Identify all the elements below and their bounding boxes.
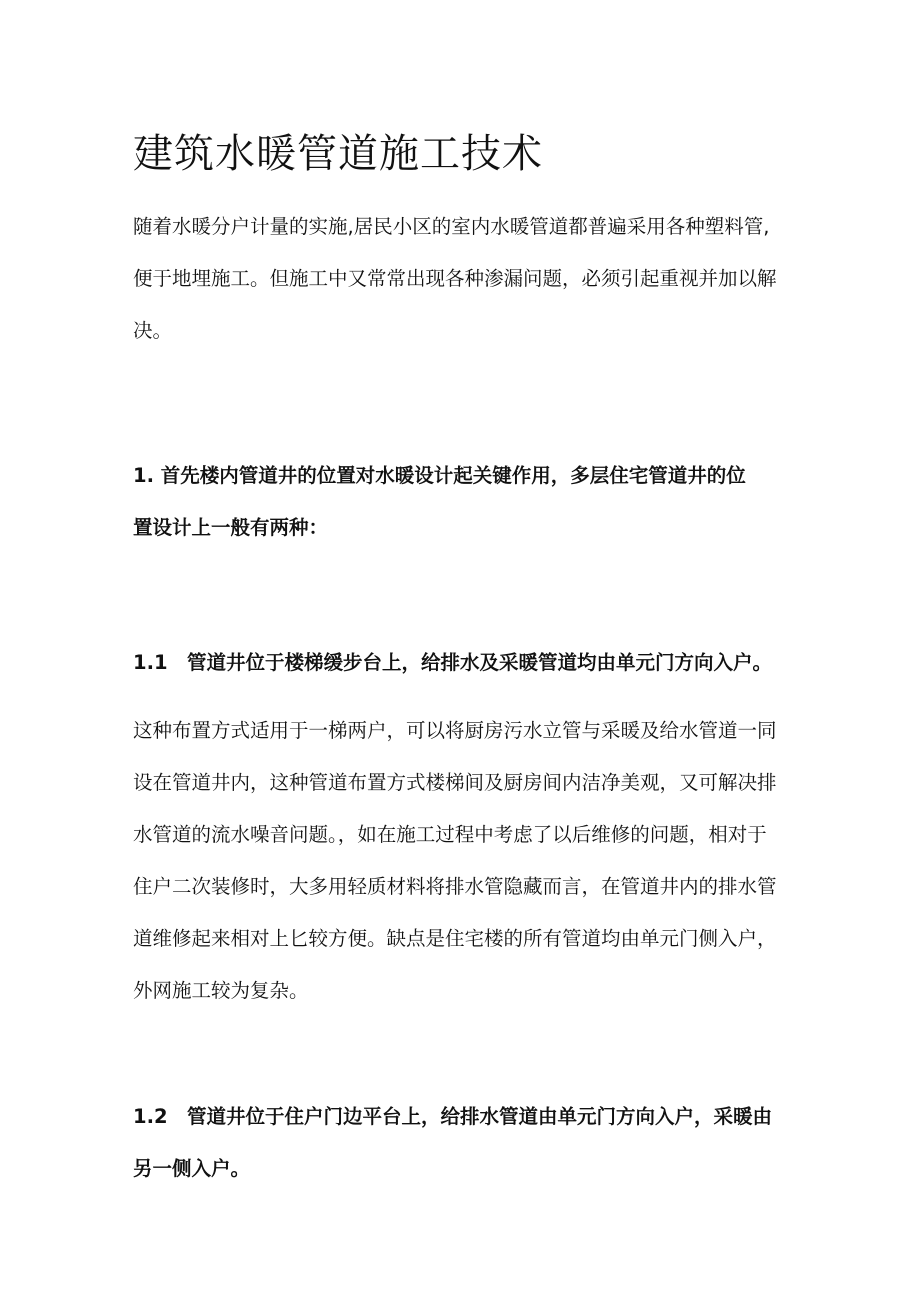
intro-paragraph [133,201,813,357]
paragraph-line: 随着水暖分户计量的实施,居民小区的室内水暖管道都普遍采用各种塑料管, [133,215,770,238]
heading-line: 1. 首先楼内管道井的位置对水暖设计起关键作用，多层住宅管道井的位 [133,464,746,487]
section-1-1-body [133,705,813,1017]
heading-line: 1.2 管道井位于住户门边平台上，给排水管道由单元门方向入户，采暖由 [133,1105,773,1128]
heading-line: 另一侧入户。 [133,1157,251,1180]
paragraph-line: 这种布置方式适用于一梯两户，可以将厨房污水立管与采暖及给水管道一同 [133,719,777,742]
paragraph-line: 道维修起来相对上匕较方便。缺点是住宅楼的所有管道均由单元门侧入户， [133,927,777,950]
heading-line: 置设计上一般有两种： [133,516,329,539]
paragraph-line: 便于地埋施工。但施工中又常常出现各种渗漏问题，必须引起重视并加以解 [133,267,777,290]
paragraph-line: 设在管道井内，这种管道布置方式楼梯间及厨房间内洁净美观，又可解决排 [133,771,777,794]
paragraph-line: 住户二次装修时，大多用轻质材料将排水管隐藏而言，在管道井内的排水管 [133,875,777,898]
section-1-heading [133,450,813,554]
paragraph-line: 决。 [133,319,173,342]
section-1-2-heading [133,1091,813,1195]
section-1-1-heading [133,637,813,689]
paragraph-line: 外网施工较为复杂。 [133,979,309,1002]
document-title: 建筑水暖管道施工技术 [133,131,543,177]
paragraph-line: 水管道的流水噪音问题。，如在施工过程中考虑了以后维修的问题，相对于 [133,823,767,846]
heading-line: 1.1 管道井位于楼梯缓步台上，给排水及采暖管道均由单元门方向入户。 [133,651,773,674]
